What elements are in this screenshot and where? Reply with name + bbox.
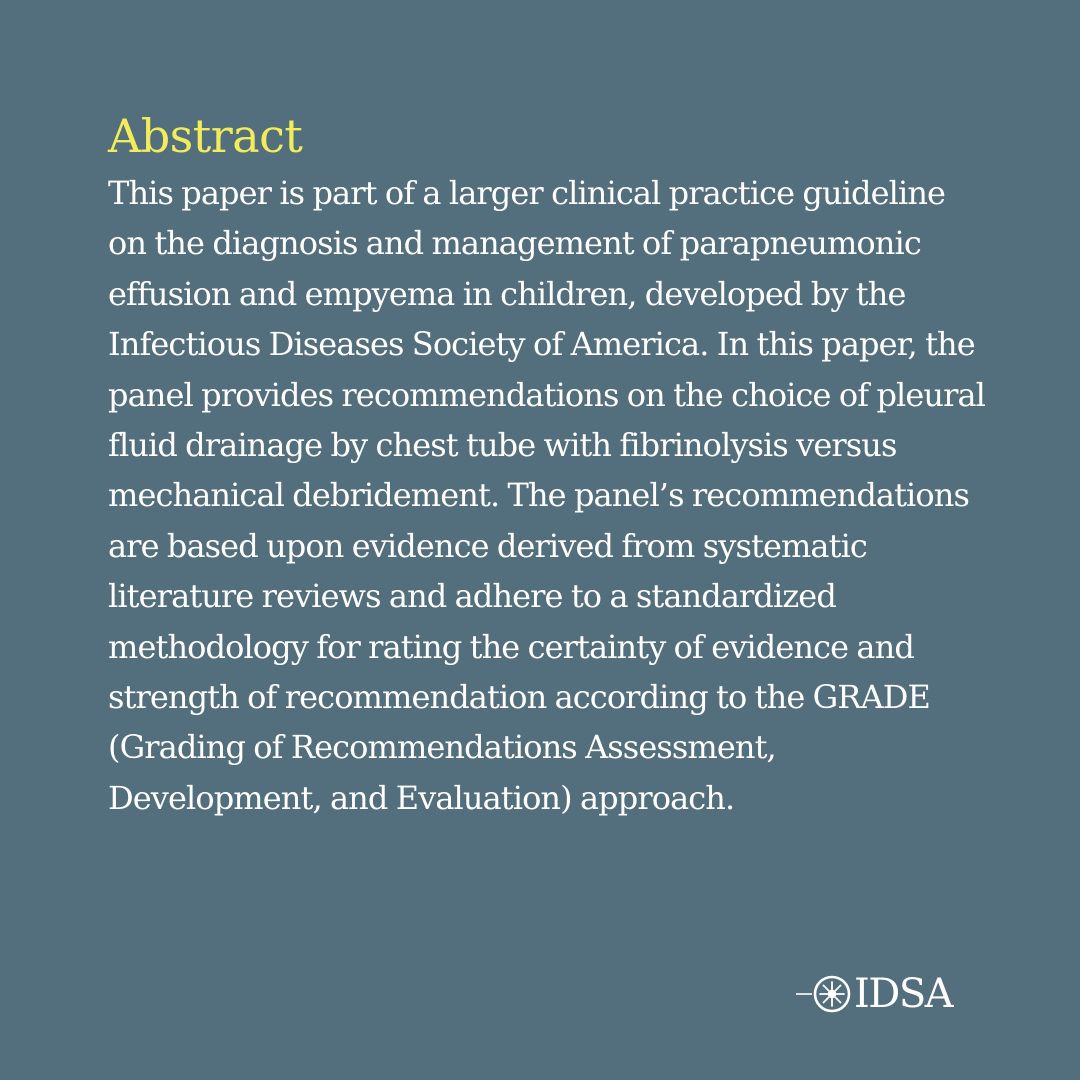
abstract-body: This paper is part of a larger clinical practice guideline on the diagnosis and management of parapneumonic effusion and empyema in children, developed by the Infectious Diseases Society of America. In this paper, the panel provides recommendations on the choice of pleural fluid drainage by chest tube with fibrinolysis versus mechanical debridement. The panel’s recommendations are based upon evidence derived from systematic literature reviews and adhere to a standardized methodology for rating the certainty of evidence and strength of recommendation according to the GRADE (Grading of Recommendations Assessment, Development, and Evaluation) approach. (108, 174, 986, 817)
logo-wordmark: IDSA (854, 971, 953, 1017)
idsa-logo (796, 968, 976, 1020)
abstract-title: Abstract (108, 109, 303, 163)
starburst-logo-icon (796, 970, 856, 1018)
